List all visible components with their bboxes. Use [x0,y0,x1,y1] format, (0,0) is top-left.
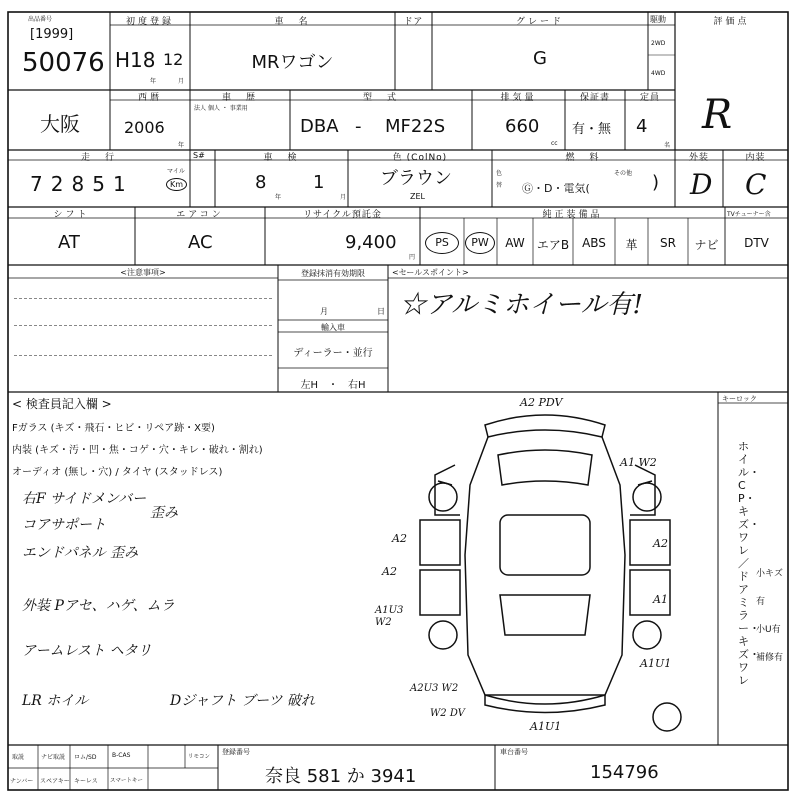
reg-month-unit: 月 [320,307,328,316]
model-year: 2006 [124,118,165,137]
mark-left1: A2 [392,532,407,545]
spare-wheel [653,703,681,731]
first-reg-month: 12 [163,50,184,69]
mileage-unit-km: Km [166,178,187,191]
option-manual: 取説 [12,754,25,761]
inspector-title: < 検査員記入欄 > [12,397,112,411]
fuel-label: 燃 料 [565,153,602,163]
plate-label: 登録番号 [222,748,250,756]
mark-rear-left2: W2 DV [430,708,465,719]
shift: AT [58,232,80,253]
wheel-rr [633,621,661,649]
mark-right1: A2 [653,537,668,550]
shaken-year: 8 [255,172,267,193]
keylock-note: 小キズ有 [756,569,783,607]
rear-bumper [485,695,605,713]
displacement: 660 [505,116,540,137]
option-spare-key: スペアキー [40,778,70,785]
mileage-digits [30,172,134,196]
score-label: 評価点 [713,17,750,27]
fender-right [630,465,655,515]
fuel-other: その他 [614,170,633,177]
equipment-airbag: エアB [536,238,570,252]
inspector-note: アームレスト ヘタリ [22,643,152,659]
equipment-ps: PS [425,232,459,254]
recycle-amount: 9,400 [345,232,397,253]
import-value: ディーラー・並行 [293,348,373,359]
option-bcas: B-CAS [112,752,131,759]
exterior-label: 外装 [688,153,709,163]
caution-line [14,325,272,326]
mark-right2: A1 [653,593,668,606]
car-rear-window [500,595,590,635]
equipment-abs: ABS [582,236,606,250]
color: ブラウン [380,168,452,189]
option-smart-key: スマートキー [110,778,143,784]
inspector-note: 外装 Pアセ、ハゲ、ムラ [22,598,175,614]
shaken-label: 車 検 [263,153,300,163]
inspector-note: 右F サイドメンバー [22,491,147,507]
reg-day-unit: 日 [377,307,385,316]
model-year-label: 西暦 [137,93,162,103]
equipment-leather: 革 [625,238,638,252]
capacity-label: 定員 [639,93,660,103]
door-label: ドア [403,17,424,27]
type-prefix: DBA [300,116,339,137]
inspector-interior: 内装 (キズ・汚・凹・焦・コゲ・穴・キレ・破れ・割れ) [12,445,263,456]
caution-line [14,298,272,299]
mark-right3: A1U1 [640,657,672,670]
lot-number: 50076 [22,48,105,78]
score: R [702,92,733,138]
exhibit-label: 出品番号 [28,16,53,23]
chassis-label: 車台番号 [500,748,528,756]
ac-label: エアコン [176,210,224,220]
model-year-unit: 年 [178,142,185,149]
caution-label: <注意事項> [120,268,166,277]
mark-left3: A1U3 W2 [375,605,404,628]
inspector-note: LR ホイル [22,693,89,709]
color-label: 色 (ColNo) [392,153,448,163]
equipment-label: 純正装備品 [542,210,603,220]
capacity-unit: 名 [664,142,671,149]
drive-label: 駆動 [650,15,666,24]
inspector-audio-tire: オーディオ (無し・穴) / タイヤ (スタッドレス) [12,467,223,478]
mileage-digit: 1 [112,172,134,196]
first-reg-year-unit: 年 [150,78,157,85]
displacement-unit: cc [551,140,558,147]
plate-number: 奈良 581 か 3941 [265,766,417,787]
mileage-unit-mile: マイル [167,168,185,175]
mark-rear: A1U1 [530,720,562,733]
mileage-label: 走 行 [80,153,117,163]
shaken-month-unit: 月 [340,194,347,201]
car-roof [500,515,590,575]
color-code: ZEL [410,192,425,201]
keylock-note: 補修有 [756,653,784,663]
first-reg-era: H18 [115,48,156,72]
drive-4wd: 4WD [651,70,666,77]
history-options: 法人 個人 ・ 事業用 [194,105,248,112]
caution-line [14,355,272,356]
fuel-options: Ⓖ・D・電気( [522,182,590,195]
sales-point: ☆アルミホイール有! [400,290,643,320]
type-model: MF22S [385,116,446,137]
import-label: 輸入車 [321,323,345,332]
wheel-lf [429,483,457,511]
capacity: 4 [636,116,648,137]
fender-left [435,465,460,515]
interior-grade: C [745,168,767,201]
mileage-digit: 8 [71,172,93,196]
inspector-note: Dジャフト ブーツ 破れ [170,693,315,709]
mark-front: A2 PDV [520,396,563,409]
warranty-label: 保証書 [579,93,610,103]
shaken-month: 1 [313,172,325,193]
recycle-unit: 円 [409,254,416,261]
interior-label: 内装 [745,153,766,163]
fuel-close: ) [652,172,660,193]
warranty: 有・無 [572,122,612,137]
wheel-rf [633,483,661,511]
shaken-year-unit: 年 [275,194,282,201]
keylock-small-notes [756,560,786,672]
location: 大阪 [40,112,80,136]
drive-2wd: 2WD [651,40,666,47]
type-dash: - [355,116,362,137]
color-change-label: 色替 [496,170,503,189]
equipment-pw: PW [465,232,495,254]
mileage-digit: 5 [92,172,113,196]
mark-rear-left: A2U3 W2 [410,683,459,694]
inspector-note-brace: 歪み [150,505,178,521]
mark-rf: A1 W2 [620,456,657,469]
history-label: 車 歴 [221,93,258,103]
displacement-label: 排気量 [500,93,537,103]
option-number: ナンバー [10,778,34,785]
s-label: S# [193,151,205,160]
mileage-digit: 2 [50,172,72,196]
car-name: MRワゴン [251,52,334,73]
option-remote: リモコン [188,754,211,760]
ac: AC [188,232,213,253]
option-rom-sd: ロム/SD [74,754,97,761]
mileage-digit: 7 [30,172,51,196]
inspector-note: エンドパネル 歪み [22,545,139,561]
recycle-label: リサイクル預託金 [303,210,382,220]
door-left-front [420,520,460,565]
inspector-windshield: Fガラス (キズ・飛石・ヒビ・リペア跡・X要) [12,423,215,434]
year-code: [1999] [30,27,74,42]
door-left-rear [420,570,460,615]
mark-left2: A2 [382,565,397,578]
option-navi-manual: ナビ取説 [41,754,66,761]
grade: G [533,48,547,69]
tuner-label: TVチューナー含 [727,211,771,218]
car-body [465,437,625,695]
inspector-note: コアサポート [22,517,106,533]
car-name-label: 車 名 [274,17,311,27]
sales-point-label: <セールスポイント> [392,268,469,277]
keylock-text: ホイル・CP・キズ・ワレ／ドアミラー・キズ・ワレ [738,440,760,687]
steering-value: 左H ・ 右H [300,380,366,391]
reg-expiry-label: 登録抹消有効期限 [301,269,365,278]
shift-label: シフト [53,210,90,220]
equipment-sr: SR [660,236,676,250]
front-bumper [485,415,605,437]
equipment-dtv: DTV [744,236,769,250]
equipment-aw: AW [505,236,525,250]
keylock-label: キーロック [722,395,757,403]
option-keyless: キーレス [74,778,98,785]
chassis-number: 154796 [590,762,659,783]
keylock-note: 小U有 [756,625,781,635]
exterior-grade: D [690,168,713,201]
grade-label: グレード [515,17,564,27]
first-reg-month-unit: 月 [178,78,185,85]
equipment-navi: ナビ [694,238,719,252]
wheel-lr [429,621,457,649]
type-label: 型 式 [362,93,399,103]
car-windshield [498,450,592,485]
first-reg-label: 初度登録 [125,17,174,27]
